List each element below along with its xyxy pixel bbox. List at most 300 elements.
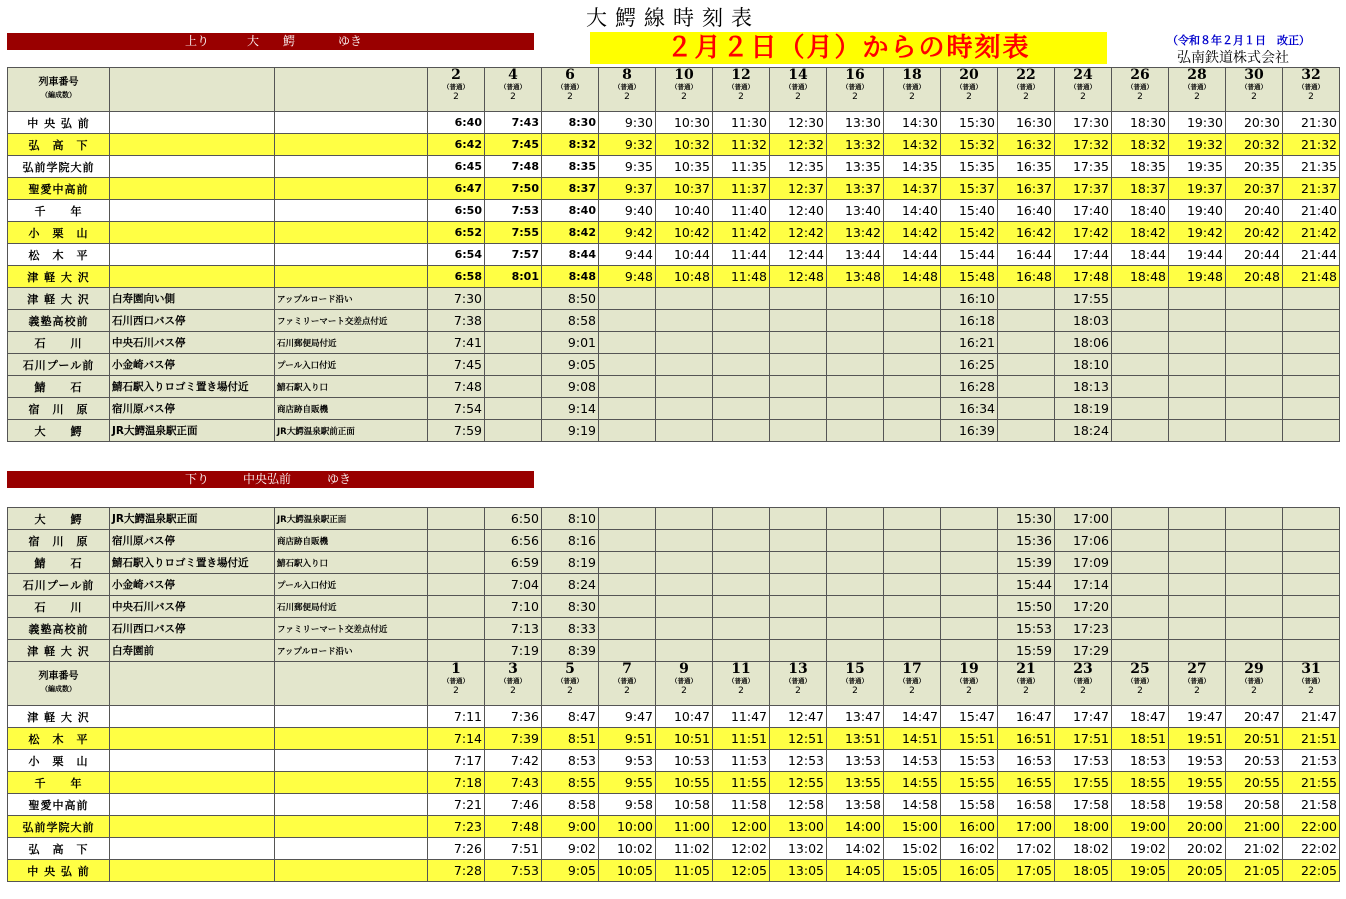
- departure-time: 10:37: [656, 178, 713, 200]
- bus-time: [1283, 596, 1340, 618]
- departure-time: 18:58: [1112, 794, 1169, 816]
- station-name: 松 木 平: [8, 244, 110, 266]
- bus-time: [1226, 332, 1283, 354]
- train-type: （普通）: [785, 83, 811, 91]
- empty-cell: [110, 860, 275, 882]
- departure-time: 8:37: [542, 178, 599, 200]
- bus-stop-row: [8, 332, 1340, 354]
- departure-time: 19:40: [1169, 200, 1226, 222]
- bus-time: [713, 398, 770, 420]
- empty-header-cell: [275, 662, 428, 706]
- empty-header-cell: [110, 68, 275, 112]
- departure-time: 9:53: [599, 750, 656, 772]
- train-type: （普通）: [1070, 83, 1096, 91]
- bus-time: [770, 574, 827, 596]
- bus-time: [599, 332, 656, 354]
- departure-time: 18:55: [1112, 772, 1169, 794]
- departure-time: 15:40: [941, 200, 998, 222]
- bus-time: [884, 376, 941, 398]
- departure-time: 17:53: [1055, 750, 1112, 772]
- bus-stop-row: [8, 508, 1340, 530]
- bus-time: 17:09: [1055, 552, 1112, 574]
- car-count: 2: [1023, 92, 1029, 102]
- train-header-cell: [485, 68, 542, 112]
- departure-time: 16:48: [998, 266, 1055, 288]
- company-name: 弘南鉄道株式会社: [1177, 50, 1289, 66]
- departure-time: 17:40: [1055, 200, 1112, 222]
- bus-time: 17:23: [1055, 618, 1112, 640]
- bus-time: 7:10: [485, 596, 542, 618]
- departure-time: 10:47: [656, 706, 713, 728]
- bus-time: [713, 420, 770, 442]
- train-number: 5: [565, 661, 575, 677]
- bus-time: [599, 398, 656, 420]
- bus-time: [884, 530, 941, 552]
- station-name: 弘前学院大前: [8, 156, 110, 178]
- departure-time: 18:53: [1112, 750, 1169, 772]
- train-header-cell: [656, 662, 713, 706]
- empty-cell: [275, 222, 428, 244]
- train-header-cell: [542, 662, 599, 706]
- departure-time: 11:32: [713, 134, 770, 156]
- station-name: 千 年: [8, 200, 110, 222]
- departure-time: 7:26: [428, 838, 485, 860]
- bus-time: [656, 530, 713, 552]
- departure-time: 19:30: [1169, 112, 1226, 134]
- bus-time: 8:50: [542, 288, 599, 310]
- bus-time: [428, 618, 485, 640]
- bus-time: [770, 288, 827, 310]
- departure-time: 15:42: [941, 222, 998, 244]
- bus-time: [827, 354, 884, 376]
- station-name: 聖愛中高前: [8, 794, 110, 816]
- bus-time: [770, 310, 827, 332]
- departure-time: 7:43: [485, 112, 542, 134]
- bus-time: [1112, 354, 1169, 376]
- empty-cell: [275, 860, 428, 882]
- train-header-cell: [827, 662, 884, 706]
- bus-time: [428, 530, 485, 552]
- bus-stop-description: 鯖石駅入り口: [275, 552, 428, 574]
- train-type: （普通）: [956, 677, 982, 685]
- bus-time: [884, 618, 941, 640]
- departure-time: 8:44: [542, 244, 599, 266]
- train-type: （普通）: [443, 83, 469, 91]
- train-header-cell: [599, 662, 656, 706]
- train-number: 12: [731, 67, 751, 83]
- departure-time: 6:47: [428, 178, 485, 200]
- departure-time: 13:35: [827, 156, 884, 178]
- bus-stop-name: 小金崎バス停: [110, 354, 275, 376]
- bus-time: [1226, 288, 1283, 310]
- bus-stop-description: 鯖石駅入り口: [275, 376, 428, 398]
- bus-time: [713, 640, 770, 662]
- bus-time: [599, 288, 656, 310]
- departure-time: 11:02: [656, 838, 713, 860]
- departure-time: 13:00: [770, 816, 827, 838]
- bus-time: [1169, 354, 1226, 376]
- departure-time: 7:17: [428, 750, 485, 772]
- departure-time: 11:35: [713, 156, 770, 178]
- bus-time: 15:50: [998, 596, 1055, 618]
- departure-time: 14:51: [884, 728, 941, 750]
- bus-time: 16:25: [941, 354, 998, 376]
- bus-time: [1112, 420, 1169, 442]
- train-number-label-cell: [8, 68, 110, 112]
- bus-stop-description: 商店跡自販機: [275, 530, 428, 552]
- bus-time: 9:08: [542, 376, 599, 398]
- station-name: 弘 高 下: [8, 838, 110, 860]
- bus-time: [656, 552, 713, 574]
- bus-time: [1112, 596, 1169, 618]
- bus-time: [884, 574, 941, 596]
- bus-time: [827, 376, 884, 398]
- bus-time: [884, 552, 941, 574]
- bus-time: [485, 310, 542, 332]
- station-name: 義塾高校前: [8, 310, 110, 332]
- station-name: 義塾高校前: [8, 618, 110, 640]
- train-type: （普通）: [614, 677, 640, 685]
- car-count: 2: [795, 92, 801, 102]
- departure-time: 10:32: [656, 134, 713, 156]
- empty-cell: [110, 728, 275, 750]
- bus-time: [827, 310, 884, 332]
- departure-time: 20:51: [1226, 728, 1283, 750]
- station-name: 鯖 石: [8, 552, 110, 574]
- bus-time: [1226, 618, 1283, 640]
- departure-time: 14:05: [827, 860, 884, 882]
- train-header-cell: [770, 68, 827, 112]
- bus-time: [713, 596, 770, 618]
- bus-time: [599, 596, 656, 618]
- bus-time: [656, 376, 713, 398]
- departure-time: 9:32: [599, 134, 656, 156]
- departure-time: 18:30: [1112, 112, 1169, 134]
- car-count: 2: [738, 686, 744, 696]
- bus-time: 17:20: [1055, 596, 1112, 618]
- bus-time: 18:03: [1055, 310, 1112, 332]
- up-destination: 大 鰐: [247, 34, 296, 48]
- departure-time: 7:43: [485, 772, 542, 794]
- departure-time: 13:42: [827, 222, 884, 244]
- bus-time: [599, 508, 656, 530]
- departure-time: 10:30: [656, 112, 713, 134]
- bus-stop-row: [8, 618, 1340, 640]
- empty-cell: [110, 200, 275, 222]
- empty-cell: [275, 772, 428, 794]
- bus-time: [1226, 376, 1283, 398]
- station-name: 石 川: [8, 596, 110, 618]
- departure-time: 9:44: [599, 244, 656, 266]
- bus-time: [713, 332, 770, 354]
- departure-time: 12:32: [770, 134, 827, 156]
- station-name: 松 木 平: [8, 728, 110, 750]
- departure-time: 7:42: [485, 750, 542, 772]
- empty-cell: [110, 178, 275, 200]
- departure-time: 12:55: [770, 772, 827, 794]
- departure-time: 21:58: [1283, 794, 1340, 816]
- departure-time: 11:55: [713, 772, 770, 794]
- bus-time: 17:29: [1055, 640, 1112, 662]
- station-name: 大 鰐: [8, 420, 110, 442]
- bus-time: [1169, 508, 1226, 530]
- departure-time: 19:51: [1169, 728, 1226, 750]
- station-row: [8, 772, 1340, 794]
- departure-time: 20:32: [1226, 134, 1283, 156]
- departure-time: 6:42: [428, 134, 485, 156]
- bus-stop-row: [8, 420, 1340, 442]
- departure-time: 16:42: [998, 222, 1055, 244]
- bus-time: [656, 332, 713, 354]
- bus-time: [770, 640, 827, 662]
- bus-stop-row: [8, 288, 1340, 310]
- down-timetable: [7, 507, 1340, 882]
- bus-time: [1283, 310, 1340, 332]
- departure-time: 10:55: [656, 772, 713, 794]
- bus-time: 7:19: [485, 640, 542, 662]
- bus-time: [1112, 552, 1169, 574]
- departure-time: 20:30: [1226, 112, 1283, 134]
- bus-time: [998, 398, 1055, 420]
- bus-time: [1112, 574, 1169, 596]
- departure-time: 9:48: [599, 266, 656, 288]
- departure-time: 19:02: [1112, 838, 1169, 860]
- train-header-cell: [1169, 68, 1226, 112]
- up-direction-bar: [7, 33, 534, 50]
- car-count: 2: [966, 686, 972, 696]
- departure-time: 9:58: [599, 794, 656, 816]
- departure-time: 15:30: [941, 112, 998, 134]
- bus-time: [713, 530, 770, 552]
- bus-time: 16:18: [941, 310, 998, 332]
- departure-time: 15:37: [941, 178, 998, 200]
- train-header-cell: [770, 662, 827, 706]
- departure-time: 10:02: [599, 838, 656, 860]
- departure-time: 7:48: [485, 156, 542, 178]
- train-type: （普通）: [842, 677, 868, 685]
- bus-time: 18:13: [1055, 376, 1112, 398]
- down-suffix: ゆき: [327, 472, 352, 486]
- train-number: 28: [1187, 67, 1207, 83]
- train-type: （普通）: [1070, 677, 1096, 685]
- formation-label: （編成数）: [41, 91, 76, 99]
- departure-time: 8:32: [542, 134, 599, 156]
- departure-time: 12:05: [713, 860, 770, 882]
- bus-time: 7:59: [428, 420, 485, 442]
- departure-time: 10:00: [599, 816, 656, 838]
- station-name: 中 央 弘 前: [8, 112, 110, 134]
- departure-time: 7:14: [428, 728, 485, 750]
- bus-time: [656, 640, 713, 662]
- bus-stop-description: 商店跡自販機: [275, 398, 428, 420]
- train-number: 19: [959, 661, 979, 677]
- station-name: 津 軽 大 沢: [8, 706, 110, 728]
- bus-time: [1169, 640, 1226, 662]
- departure-time: 16:44: [998, 244, 1055, 266]
- departure-time: 21:42: [1283, 222, 1340, 244]
- bus-time: [656, 310, 713, 332]
- departure-time: 17:30: [1055, 112, 1112, 134]
- departure-time: 17:05: [998, 860, 1055, 882]
- departure-time: 18:37: [1112, 178, 1169, 200]
- departure-time: 10:40: [656, 200, 713, 222]
- train-header-cell: [1112, 662, 1169, 706]
- departure-time: 14:02: [827, 838, 884, 860]
- departure-time: 6:45: [428, 156, 485, 178]
- bus-time: [1283, 376, 1340, 398]
- car-count: 2: [1080, 686, 1086, 696]
- train-number: 23: [1073, 661, 1093, 677]
- departure-time: 19:05: [1112, 860, 1169, 882]
- bus-time: [827, 530, 884, 552]
- station-name: 小 栗 山: [8, 222, 110, 244]
- bus-time: 8:24: [542, 574, 599, 596]
- train-number: 16: [845, 67, 865, 83]
- departure-time: 20:42: [1226, 222, 1283, 244]
- departure-time: 17:44: [1055, 244, 1112, 266]
- departure-time: 14:55: [884, 772, 941, 794]
- bus-time: 17:14: [1055, 574, 1112, 596]
- train-header-cell: [1283, 662, 1340, 706]
- departure-time: 7:50: [485, 178, 542, 200]
- train-number: 26: [1130, 67, 1150, 83]
- departure-time: 21:05: [1226, 860, 1283, 882]
- train-number: 2: [451, 67, 461, 83]
- bus-time: [485, 376, 542, 398]
- departure-time: 14:44: [884, 244, 941, 266]
- departure-time: 22:05: [1283, 860, 1340, 882]
- bus-time: 7:13: [485, 618, 542, 640]
- train-type: （普通）: [956, 83, 982, 91]
- bus-time: [884, 332, 941, 354]
- bus-time: [1283, 288, 1340, 310]
- car-count: 2: [1194, 686, 1200, 696]
- train-number: 7: [622, 661, 632, 677]
- bus-stop-name: 鯖石駅入りロゴミ置き場付近: [110, 376, 275, 398]
- bus-time: [827, 596, 884, 618]
- bus-time: [428, 596, 485, 618]
- train-number: 6: [565, 67, 575, 83]
- departure-time: 15:47: [941, 706, 998, 728]
- bus-time: [1112, 376, 1169, 398]
- empty-cell: [110, 134, 275, 156]
- departure-time: 14:47: [884, 706, 941, 728]
- bus-time: 8:39: [542, 640, 599, 662]
- train-number: 25: [1130, 661, 1150, 677]
- train-header-cell: [827, 68, 884, 112]
- train-header-cell: [656, 68, 713, 112]
- bus-time: 9:01: [542, 332, 599, 354]
- car-count: 2: [681, 92, 687, 102]
- bus-time: [599, 640, 656, 662]
- bus-time: [1226, 530, 1283, 552]
- departure-time: 21:55: [1283, 772, 1340, 794]
- bus-time: [1226, 354, 1283, 376]
- down-direction-bar: [7, 471, 534, 488]
- bus-time: [656, 508, 713, 530]
- departure-time: 10:53: [656, 750, 713, 772]
- bus-time: [656, 596, 713, 618]
- car-count: 2: [1137, 92, 1143, 102]
- departure-time: 7:57: [485, 244, 542, 266]
- departure-time: 21:32: [1283, 134, 1340, 156]
- departure-time: 18:02: [1055, 838, 1112, 860]
- train-header-cell: [713, 662, 770, 706]
- bus-time: [884, 640, 941, 662]
- departure-time: 10:51: [656, 728, 713, 750]
- bus-time: 8:30: [542, 596, 599, 618]
- departure-time: 10:35: [656, 156, 713, 178]
- train-header-cell: [1055, 662, 1112, 706]
- train-type: （普通）: [1013, 677, 1039, 685]
- formation-label: （編成数）: [41, 685, 76, 693]
- train-header-cell: [884, 662, 941, 706]
- departure-time: 21:51: [1283, 728, 1340, 750]
- bus-time: [770, 376, 827, 398]
- departure-time: 11:58: [713, 794, 770, 816]
- departure-time: 21:00: [1226, 816, 1283, 838]
- bus-stop-description: アップルロード沿い: [275, 288, 428, 310]
- bus-time: 7:45: [428, 354, 485, 376]
- departure-time: 20:40: [1226, 200, 1283, 222]
- bus-time: [827, 618, 884, 640]
- departure-time: 21:30: [1283, 112, 1340, 134]
- bus-stop-row: [8, 552, 1340, 574]
- departure-time: 9:42: [599, 222, 656, 244]
- bus-time: [1226, 398, 1283, 420]
- bus-time: [1283, 574, 1340, 596]
- up-timetable: [7, 67, 1340, 442]
- empty-cell: [110, 816, 275, 838]
- departure-time: 13:51: [827, 728, 884, 750]
- train-header-cell: [998, 68, 1055, 112]
- departure-time: 21:40: [1283, 200, 1340, 222]
- effective-date-banner: ２月２日（月）からの時刻表: [590, 32, 1107, 64]
- station-row: [8, 860, 1340, 882]
- car-count: 2: [852, 92, 858, 102]
- bus-time: 17:06: [1055, 530, 1112, 552]
- bus-time: [884, 596, 941, 618]
- station-row: [8, 750, 1340, 772]
- departure-time: 15:51: [941, 728, 998, 750]
- train-type: （普通）: [1013, 83, 1039, 91]
- departure-time: 11:37: [713, 178, 770, 200]
- train-header-cell: [485, 662, 542, 706]
- departure-time: 13:40: [827, 200, 884, 222]
- departure-time: 18:32: [1112, 134, 1169, 156]
- car-count: 2: [738, 92, 744, 102]
- bus-time: [1283, 354, 1340, 376]
- bus-stop-row: [8, 310, 1340, 332]
- empty-header-cell: [110, 662, 275, 706]
- bus-time: 18:10: [1055, 354, 1112, 376]
- bus-time: [599, 618, 656, 640]
- train-type: （普通）: [557, 677, 583, 685]
- bus-time: [1169, 530, 1226, 552]
- bus-stop-description: ファミリーマート交差点付近: [275, 310, 428, 332]
- departure-time: 12:48: [770, 266, 827, 288]
- bus-time: [1112, 288, 1169, 310]
- departure-time: 7:55: [485, 222, 542, 244]
- departure-time: 19:47: [1169, 706, 1226, 728]
- bus-time: 8:58: [542, 310, 599, 332]
- bus-time: 6:50: [485, 508, 542, 530]
- bus-time: [485, 288, 542, 310]
- departure-time: 14:32: [884, 134, 941, 156]
- car-count: 2: [1080, 92, 1086, 102]
- bus-stop-name: 石川西口バス停: [110, 618, 275, 640]
- departure-time: 10:48: [656, 266, 713, 288]
